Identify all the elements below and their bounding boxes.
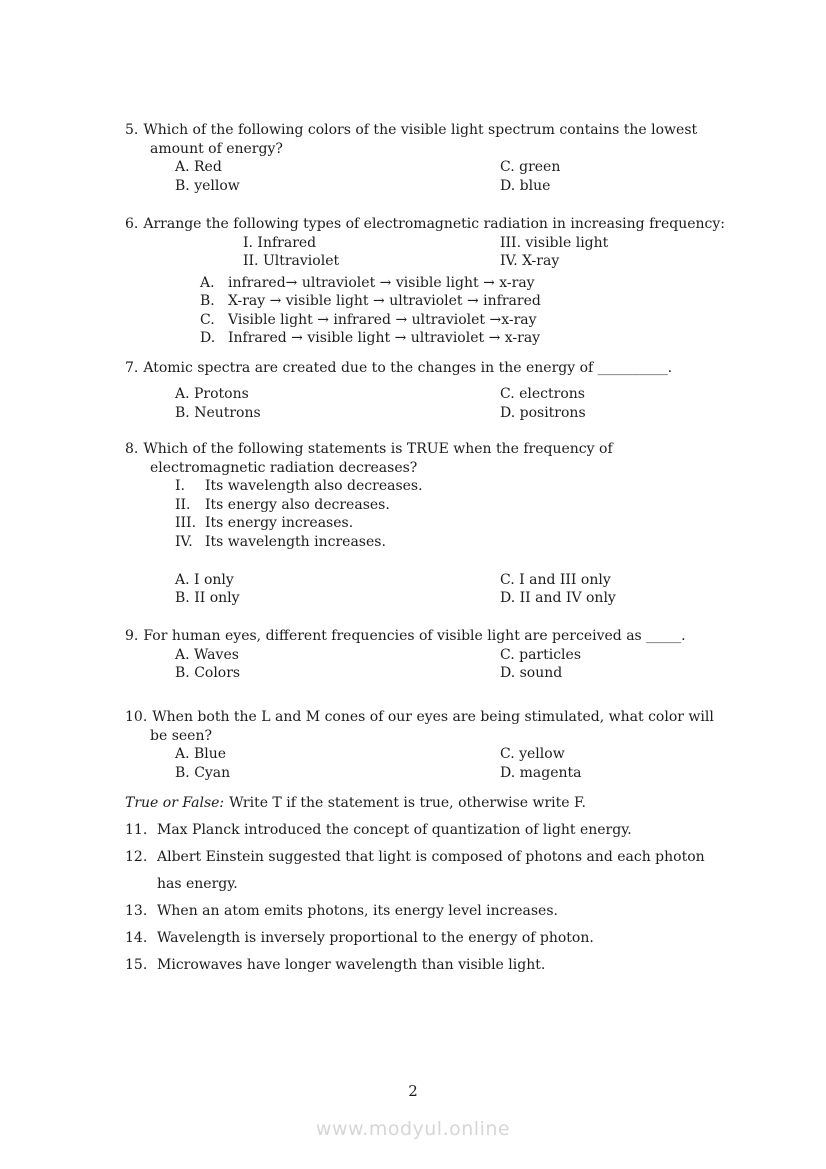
question-text: When both the L and M cones of our eyes are being stimulated, what color will bbox=[152, 709, 714, 725]
option-row bbox=[125, 589, 771, 608]
question-number: 5. bbox=[125, 122, 139, 138]
statement-text: Its energy increases. bbox=[205, 515, 354, 531]
question-6 bbox=[125, 215, 771, 348]
option-row bbox=[125, 158, 771, 177]
option-b: B. Colors bbox=[175, 665, 241, 681]
option-text: infrared→ ultraviolet → visible light → x-ray bbox=[228, 274, 535, 291]
question-9-line-1 bbox=[125, 627, 771, 646]
tf-item-13 bbox=[125, 902, 771, 921]
question-text: Which of the following colors of the visible light spectrum contains the lowest bbox=[143, 122, 698, 138]
option-b: B. Cyan bbox=[175, 764, 231, 781]
statement-text: Its energy also decreases. bbox=[205, 496, 390, 513]
option-row bbox=[125, 177, 771, 196]
option-d: D. sound bbox=[500, 665, 563, 681]
question-8-line-1 bbox=[125, 440, 771, 459]
statement-numeral: IV. bbox=[175, 533, 193, 550]
option-c: C. electrons bbox=[500, 386, 585, 402]
option-letter: C. bbox=[200, 311, 215, 328]
question-6-line-1 bbox=[125, 215, 771, 234]
option-d: D. magenta bbox=[500, 764, 582, 781]
question-10 bbox=[125, 708, 771, 782]
roman-list-row bbox=[125, 234, 771, 253]
tf-item-15 bbox=[125, 956, 771, 975]
question-10-line-2: be seen? bbox=[150, 727, 212, 744]
option-letter: D. bbox=[200, 330, 216, 346]
option-row bbox=[125, 764, 771, 783]
roman-item-iv: IV. X-ray bbox=[500, 253, 560, 269]
option-b: B. yellow bbox=[175, 177, 240, 194]
question-text: Arrange the following types of electromagnetic radiation in increasing frequency: bbox=[143, 216, 725, 232]
option-row bbox=[125, 664, 771, 683]
item-number: 14. bbox=[125, 930, 148, 946]
option-a: A. Waves bbox=[175, 646, 239, 663]
item-number: 13. bbox=[125, 903, 148, 919]
roman-item-i: I. Infrared bbox=[243, 234, 317, 251]
option-d: D. II and IV only bbox=[500, 590, 616, 606]
true-false-instruction: Write T if the statement is true, otherwise write F. bbox=[229, 795, 586, 811]
question-number: 7. bbox=[125, 360, 139, 376]
option-c: C. particles bbox=[500, 646, 582, 663]
true-false-label: True or False: bbox=[125, 795, 225, 811]
question-text: For human eyes, different frequencies of visible light are perceived as _____. bbox=[143, 628, 686, 644]
statement-row bbox=[125, 477, 771, 496]
tf-item-11 bbox=[125, 821, 771, 840]
item-text: Wavelength is inversely proportional to the energy of photon. bbox=[157, 930, 594, 946]
question-10-line-1 bbox=[125, 708, 771, 727]
roman-item-ii: II. Ultraviolet bbox=[243, 253, 340, 269]
true-false-heading bbox=[125, 794, 771, 813]
statement-numeral: II. bbox=[175, 496, 191, 513]
option-letter: B. bbox=[200, 293, 215, 309]
option-b bbox=[125, 292, 771, 311]
statement-row bbox=[125, 514, 771, 533]
option-b: B. Neutrons bbox=[175, 404, 261, 421]
question-number: 10. bbox=[125, 709, 148, 725]
question-5-line-2: amount of energy? bbox=[150, 140, 283, 157]
option-rows bbox=[125, 571, 771, 608]
question-text: Which of the following statements is TRUE when the frequency of bbox=[143, 441, 613, 457]
question-5-line-1 bbox=[125, 121, 771, 140]
tf-item-12-line-2: has energy. bbox=[157, 876, 238, 892]
question-text: Atomic spectra are created due to the changes in the energy of __________. bbox=[143, 360, 673, 376]
tf-item-12-line-1 bbox=[125, 848, 771, 867]
statement-numeral: I. bbox=[175, 478, 185, 494]
option-row bbox=[125, 385, 771, 404]
option-c bbox=[125, 311, 771, 330]
option-a: A. Blue bbox=[175, 746, 227, 762]
item-number: 15. bbox=[125, 957, 148, 973]
option-d bbox=[125, 329, 771, 348]
watermark: www.modyul.online bbox=[315, 1118, 511, 1140]
option-a bbox=[125, 274, 771, 293]
question-8 bbox=[125, 440, 771, 608]
item-text: Albert Einstein suggested that light is composed of photons and each photon bbox=[157, 849, 705, 865]
option-row bbox=[125, 745, 771, 764]
question-8-line-2: electromagnetic radiation decreases? bbox=[150, 459, 418, 476]
option-row bbox=[125, 404, 771, 423]
question-number: 6. bbox=[125, 216, 139, 232]
option-text: Infrared → visible light → ultraviolet → x-ray bbox=[228, 330, 541, 346]
tf-item-14 bbox=[125, 929, 771, 948]
option-row bbox=[125, 646, 771, 665]
statement-text: Its wavelength increases. bbox=[205, 533, 386, 550]
option-c: C. green bbox=[500, 159, 561, 175]
option-c: C. I and III only bbox=[500, 571, 611, 588]
question-number: 8. bbox=[125, 441, 139, 457]
option-c: C. yellow bbox=[500, 746, 565, 762]
item-text: When an atom emits photons, its energy level increases. bbox=[157, 903, 558, 919]
statement-row bbox=[125, 533, 771, 552]
roman-list-row bbox=[125, 252, 771, 271]
question-5 bbox=[125, 121, 771, 195]
question-7-line-1 bbox=[125, 359, 771, 378]
item-number: 11. bbox=[125, 822, 148, 838]
option-letter: A. bbox=[200, 274, 215, 291]
option-text: X-ray → visible light → ultraviolet → infrared bbox=[228, 293, 541, 309]
option-a: A. I only bbox=[175, 571, 234, 588]
statement-numeral: III. bbox=[175, 515, 197, 531]
option-text: Visible light → infrared → ultraviolet →x-ray bbox=[228, 311, 537, 328]
item-number: 12. bbox=[125, 849, 148, 865]
question-number: 9. bbox=[125, 628, 139, 644]
tf-item-12 bbox=[125, 848, 771, 894]
statement-text: Its wavelength also decreases. bbox=[205, 478, 423, 494]
question-7 bbox=[125, 359, 771, 422]
option-d: D. positrons bbox=[500, 404, 586, 421]
item-text: Max Planck introduced the concept of quantization of light energy. bbox=[157, 822, 632, 838]
option-a: A. Red bbox=[175, 159, 222, 175]
item-text: Microwaves have longer wavelength than visible light. bbox=[157, 957, 546, 973]
option-row bbox=[125, 571, 771, 590]
roman-item-iii: III. visible light bbox=[500, 234, 609, 251]
option-b: B. II only bbox=[175, 590, 240, 606]
option-d: D. blue bbox=[500, 177, 551, 194]
statement-row bbox=[125, 496, 771, 515]
question-9 bbox=[125, 627, 771, 683]
page-number: 2 bbox=[408, 1082, 418, 1100]
option-a: A. Protons bbox=[175, 386, 249, 402]
